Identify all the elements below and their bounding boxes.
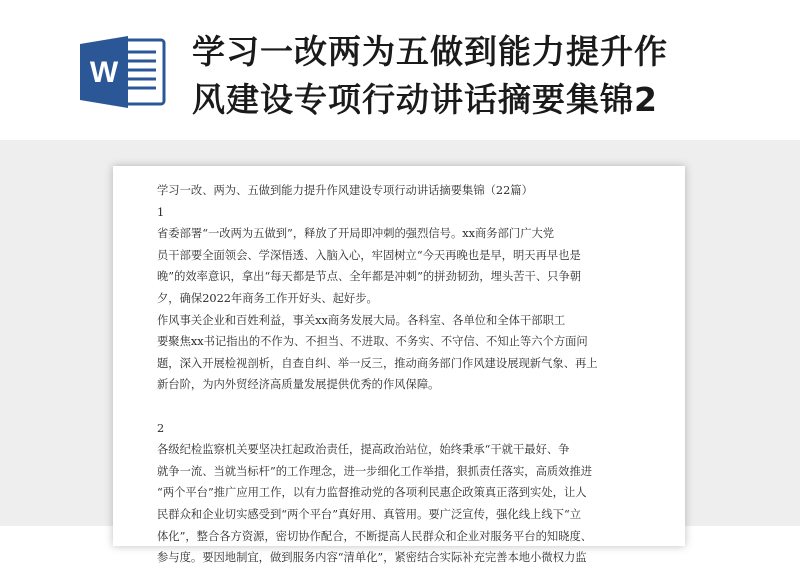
doc-line: 就争一流、当就当标杆”的工作理念，进一步细化工作举措，狠抓责任落实，高质效推进 (157, 464, 593, 478)
doc-line: 晚”的效率意识，拿出“每天都是节点、全年都是冲刺”的拼劲韧劲，埋头苦干、只争朝 (157, 270, 582, 284)
page-title (192, 28, 792, 124)
doc-line: 新台阶，为内外贸经济高质量发展提供优秀的作风保障。 (157, 378, 440, 392)
doc-line: 员干部要全面领会、学深悟透、入脑入心，牢固树立“今天再晚也是早，明天再早也是 (157, 248, 581, 262)
doc-heading: 学习一改、两为、五做到能力提升作风建设专项行动讲话摘要集锦（22篇） (157, 184, 533, 197)
svg-text:W: W (89, 56, 119, 89)
doc-line: 题，深入开展检视剖析，自查自纠、举一反三，推动商务部门作风建设展现新气象、再上 (157, 356, 598, 370)
doc-line: 要聚焦xx书记指出的不作为、不担当、不进取、不务实、不守信、不知止等六个方面问 (157, 335, 588, 349)
section-number: 1 (157, 205, 165, 219)
doc-line: 体化”，整合各方资源，密切协作配合，不断提高人民群众和企业对服务平台的知晓度、 (157, 529, 593, 543)
document-body (157, 180, 657, 569)
title-line-1: 学习一改两为五做到能力提升作 (192, 32, 668, 71)
paragraph-gap (157, 396, 657, 418)
doc-line: 民群众和企业切实感受到“两个平台”真好用、真管用。要广泛宣传，强化线上线下“立 (157, 507, 582, 521)
doc-line: 参与度。要因地制宜，做到服务内容“清单化”，紧密结合实际补充完善本地小微权力监 (157, 551, 587, 565)
doc-line: 各级纪检监察机关要坚决扛起政治责任，提高政治站位，始终秉承“干就干最好、争 (157, 443, 570, 457)
doc-line: 作风事关企业和百姓利益，事关xx商务发展大局。各科室、各单位和全体干部职工 (157, 313, 566, 327)
doc-line: 省委部署“一改两为五做到”，释放了开局即冲刺的强烈信号。xx商务部门广大党 (157, 227, 555, 241)
header-banner (0, 0, 800, 140)
document-page (113, 166, 685, 565)
doc-line: “两个平台”推广应用工作，以有力监督推动党的各项利民惠企政策真正落到实处，让人 (157, 486, 587, 500)
section-number: 2 (157, 421, 165, 435)
word-icon (76, 34, 168, 110)
title-line-2: 风建设专项行动讲话摘要集锦2 (192, 80, 658, 119)
doc-line: 夕，确保2022年商务工作开好头、起好步。 (157, 291, 378, 305)
